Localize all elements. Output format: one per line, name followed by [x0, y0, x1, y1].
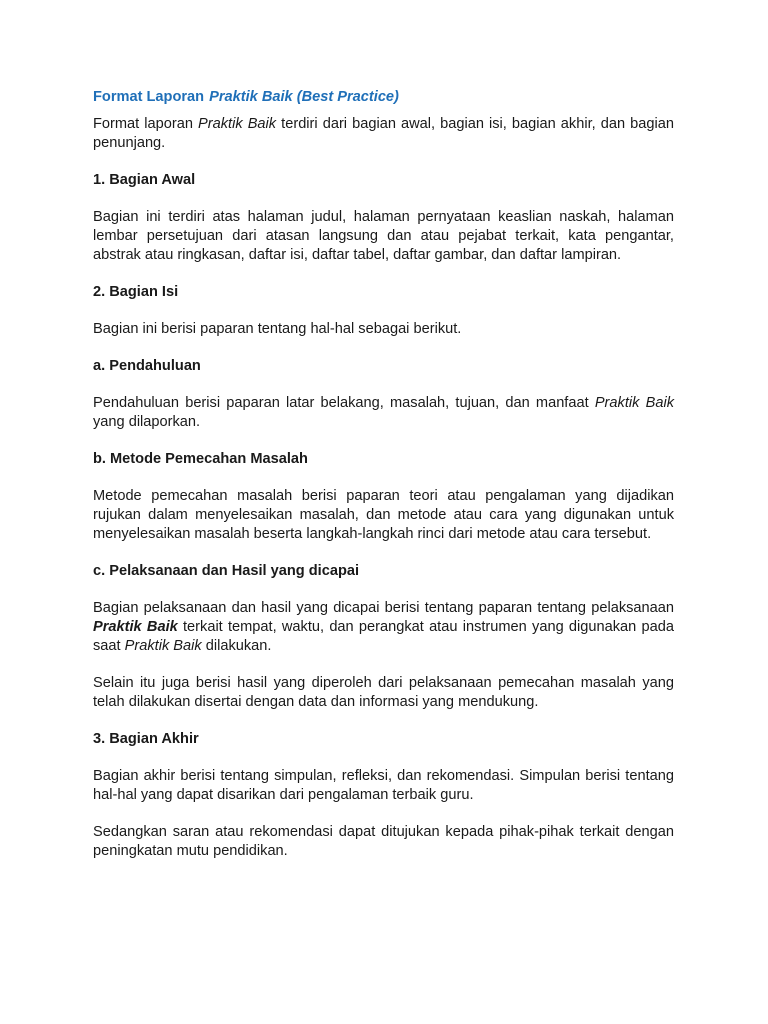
intro-emphasis: Praktik Baik	[198, 116, 277, 132]
subsection-c-heading: c. Pelaksanaan dan Hasil yang dicapai	[93, 563, 360, 579]
document-page	[93, 88, 674, 861]
sub-c-bold-italic: Praktik Baik	[93, 619, 178, 635]
section2-paragraph: Bagian ini berisi paparan tentang hal-hal sebagai berikut.	[93, 321, 462, 337]
subsection-a-paragraph	[93, 394, 674, 432]
section3-paragraph-2: Sedangkan saran atau rekomendasi dapat ditujukan kepada pihak-pihak terkait dengan peningkatan mutu pendidikan.	[93, 824, 674, 859]
section1-paragraph: Bagian ini terdiri atas halaman judul, halaman pernyataan keaslian naskah, halaman lembar persetujuan dari atasan langsung dan atau pejabat terkait, kata pengantar, abstrak atau ringkasan, daftar isi, daftar tabel, daftar gambar, dan daftar lampiran.	[93, 209, 674, 263]
section1-heading: 1. Bagian Awal	[93, 172, 196, 188]
intro-post: terdiri dari bagian awal, bagian isi, bagian akhir, dan bagian penunjang.	[93, 116, 674, 151]
intro-pre: Format laporan	[93, 116, 199, 132]
document-title	[93, 88, 674, 107]
sub-c-emphasis: Praktik Baik	[124, 638, 202, 654]
sub-a-emphasis: Praktik Baik	[594, 395, 674, 411]
section3-paragraph-1: Bagian akhir berisi tentang simpulan, refleksi, dan rekomendasi. Simpulan berisi tentang hal-hal yang dapat disarikan dari pengalaman terbaik guru.	[93, 768, 674, 803]
sub-a-post: yang dilaporkan.	[93, 414, 201, 430]
sub-c-post: dilakukan.	[201, 638, 272, 654]
subsection-a-heading: a. Pendahuluan	[93, 358, 201, 374]
subsection-b-heading: b. Metode Pemecahan Masalah	[93, 451, 308, 467]
title-italic: Praktik Baik (Best Practice)	[209, 89, 399, 105]
subsection-c-paragraph-2: Selain itu juga berisi hasil yang diperoleh dari pelaksanaan pemecahan masalah yang telah dilakukan disertai dengan data dan informasi yang mendukung.	[93, 675, 674, 710]
section2-heading: 2. Bagian Isi	[93, 284, 179, 300]
subsection-c-paragraph-1	[93, 599, 674, 656]
sub-c-mid: terkait tempat, waktu, dan perangkat atau instrumen yang digunakan pada saat	[93, 619, 674, 654]
intro-paragraph	[93, 115, 674, 153]
sub-c-pre: Bagian pelaksanaan dan hasil yang dicapai berisi tentang paparan tentang pelaksanaan	[93, 600, 674, 616]
sub-a-pre: Pendahuluan berisi paparan latar belakang, masalah, tujuan, dan manfaat	[93, 395, 595, 411]
subsection-b-paragraph: Metode pemecahan masalah berisi paparan teori atau pengalaman yang dijadikan rujukan dalam menyelesaikan masalah, dan metode atau cara yang digunakan untuk menyelesaikan masalah beserta langkah-langkah rinci dari metode atau cara tersebut.	[93, 488, 674, 542]
title-main: Format Laporan	[93, 89, 205, 105]
section3-heading: 3. Bagian Akhir	[93, 731, 199, 747]
